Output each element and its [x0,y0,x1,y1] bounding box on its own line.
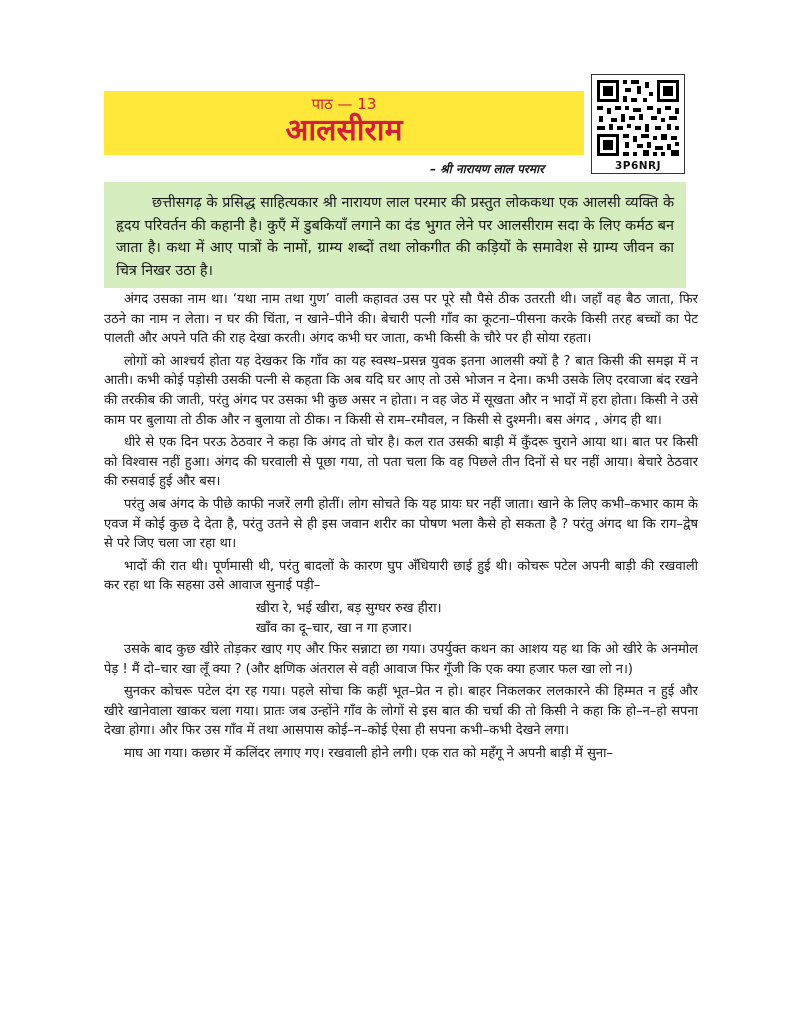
author-credit: – श्री नारायण लाल परमार [430,162,545,176]
intro-box [104,182,686,288]
verse-line: खाँव का दू–चार, खा न गा हजार। [256,620,412,636]
paragraph: परंतु अब अंगद के पीछे काफी नजरें लगी होतीं। लोग सोचते कि यह प्रायः घर नहीं जाता। खाने के लिए कभी–कभार काम के एवज में कोई कुछ दे देता है, परंतु उतने से ही इस जवान शरीर का पोषण भला कैसे हो सकता है ? परंतु अंगद था कि राग–द्वेष से परे जिए चला जा रहा था। [104,496,698,552]
story-body [104,290,698,767]
lesson-number: पाठ — 13 [311,95,377,113]
verse-line: खीरा रे, भई खीरा, बड़ सुग्घर रुख हीरा। [256,600,442,616]
paragraph: उसके बाद कुछ खीरे तोड़कर खाए गए और फिर सन्नाटा छा गया। उपर्युक्त कथन का आशय यह था कि ओ खीरे के अनमोल पेड़ ! मैं दो–चार खा लूँ क्या ? (और क्षणिक अंतराल से वही आवाज फिर गूँजी कि एक क्या हजार फल खा लो न।) [104,642,698,677]
paragraph: भादों की रात थी। पूर्णमासी थी, परंतु बादलों के कारण घुप अँधियारी छाई हुई थी। कोचरू पटेल अपनी बाड़ी की रखवाली कर रहा था कि सहसा उसे आवाज सुनाई पड़ी– [104,558,698,594]
qr-code-text: 3P6NRJ [614,160,662,172]
title-band [104,91,584,155]
intro-text: छत्तीसगढ़ के प्रसिद्ध साहित्यकार श्री नारायण लाल परमार की प्रस्तुत लोककथा एक आलसी व्यक्ति के हृदय परिवर्तन की कहानी है। कुएँ में डुबकियाँ लगाने का दंड भुगत लेने पर आलसीराम सदा के लिए कर्मठ बन जाता है। कथा में आए पात्रों के नामों, ग्राम्य शब्दों तथा लोकगीत की कड़ियों के समावेश से ग्राम्य जीवन का चित्र निखर उठा है। [116,195,674,279]
qr-code-icon [595,78,681,158]
paragraph: धीरे से एक दिन परऊ ठेठवार ने कहा कि अंगद तो चोर है। कल रात उसकी बाड़ी में कुँदरू चुराने आया था। बात पर किसी को विश्वास नहीं हुआ। अंगद की घरवाली से पूछा गया, तो पता चला कि वह पिछले तीन दिनों से घर नहीं आया। बेचारे ठेठवार की रुसवाई हुई और बस। [104,435,698,490]
paragraph: सुनकर कोचरू पटेल दंग रह गया। पहले सोचा कि कहीं भूत–प्रेत न हो। बाहर निकलकर ललकारने की हिम्मत न हुई और खीरे खानेवाला खाकर चला गया। प्रातः जब उन्होंने गाँव के लोगों से इस बात की चर्चा की तो किसी ने कहा कि हो–न–हो सपना देखा होगा। और फिर उस गाँव में तथा आसपास कोई–न–कोई ऐसा ही सपना कभी–कभी देखने लगा। [104,684,698,739]
paragraph: अंगद उसका नाम था। ‘यथा नाम तथा गुण’ वाली कहावत उस पर पूरे सौ पैसे ठीक उतरती थी। जहाँ वह बैठ जाता, फिर उठने का नाम न लेता। न घर की चिंता, न खाने–पीने की। बेचारी पत्नी गाँव का कूटना–पीसना करके किसी तरह बच्चों का पेट पालती और अपने पति की राह देखा करती। अंगद कभी घर जाता, कभी किसी के चौरे पर ही सोया रहता। [104,292,698,347]
paragraph: माघ आ गया। कछार में कलिंदर लगाए गए। रखवाली होने लगी। एक रात को महँगू ने अपनी बाड़ी में सुना– [124,746,613,762]
paragraph: लोगों को आश्चर्य होता यह देखकर कि गाँव का यह स्वस्थ–प्रसन्न युवक इतना आलसी क्यों है ? बात किसी की समझ में न आती। कभी कोई पड़ोसी उसकी पत्नी से कहता कि अब यदि घर आए तो उसे भोजन न देना। कभी उसके लिए दरवाजा बंद रखने की तरकीब की जाती, परंतु अंगद पर उसका भी कुछ असर न होता। न वह जेठ में सूखता और न भादों में हरा होता। किसी ने उसे काम पर बुलाया तो ठीक और न बुलाया तो ठीक। न किसी से राम–रमौवल, न किसी से दुश्मनी। बस अंगद , अंगद ही था। [104,353,698,428]
qr-code-box[interactable] [591,74,685,174]
lesson-title: आलसीराम [285,113,403,148]
